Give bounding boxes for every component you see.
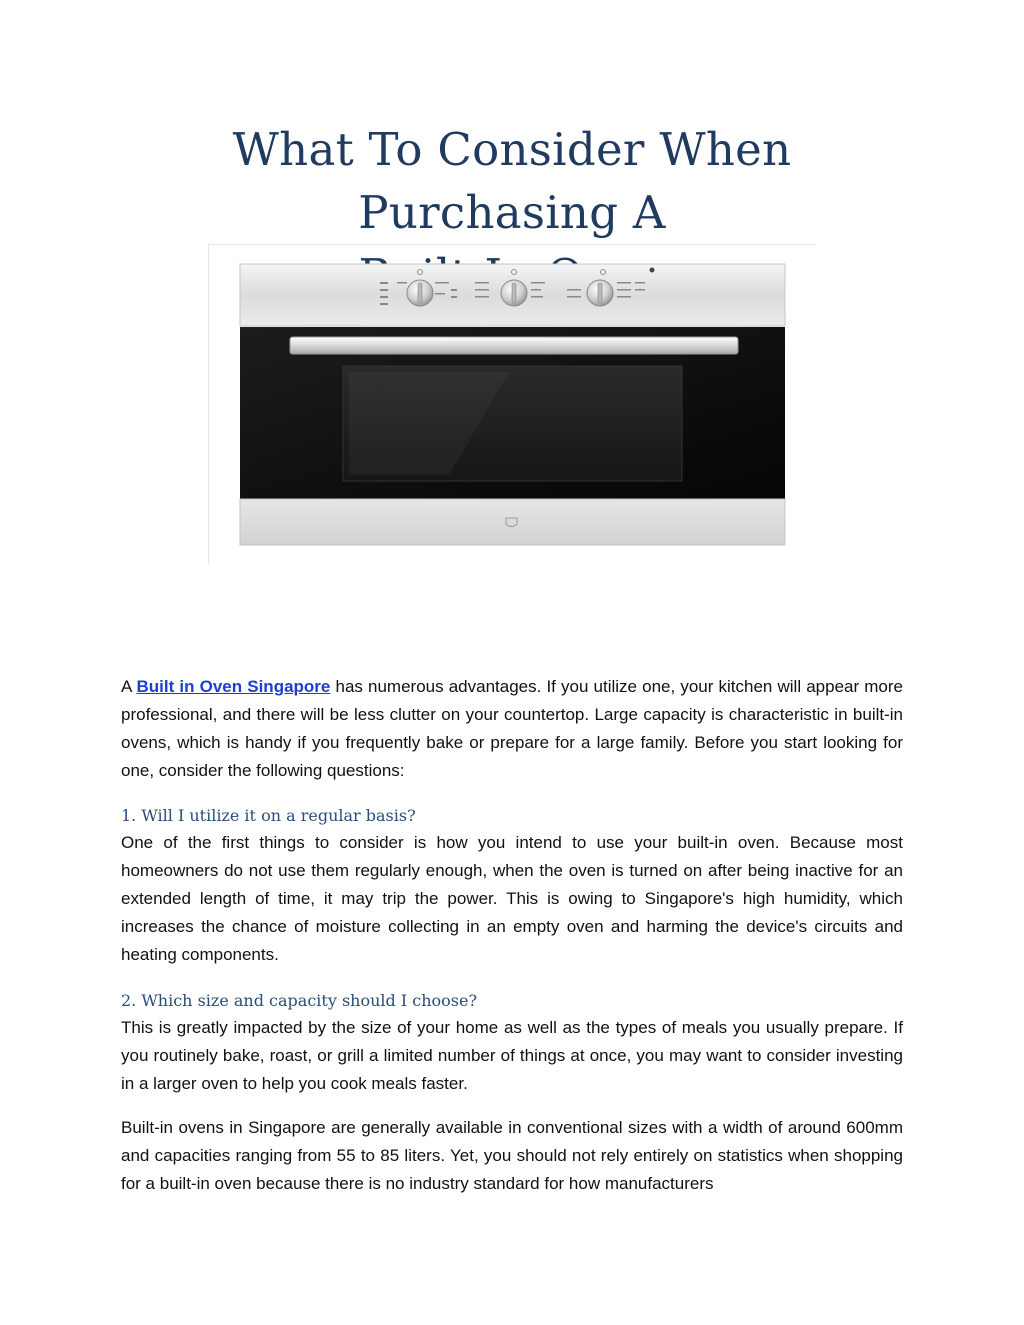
intro-paragraph (121, 673, 903, 785)
oven-illustration (209, 245, 817, 565)
section-2-paragraph-2: Built-in ovens in Singapore are generally available in conventional sizes with a width of around 600mm and capacities ranging from 55 to 85 liters. Yet, you should not rely entirely on statistics when shopping for a built-in oven because there is no industry standard for how manufacturers (121, 1118, 903, 1193)
built-in-oven-singapore-link[interactable]: Built in Oven Singapore (136, 677, 331, 696)
section-1-paragraph: One of the first things to consider is how you intend to use your built-in oven. Because most homeowners do not use them regularly enough, when the oven is turned on after being inactive for an extended length of time, it may trip the power. This is owing to Singapore's high humidity, which increases the chance of moisture collecting in an empty oven and harming the device's circuits and heating components. (121, 833, 903, 964)
section-2-paragraph-1: This is greatly impacted by the size of your home as well as the types of meals you usually prepare. If you routinely bake, roast, or grill a limited number of things at once, you may want to consider investing in a larger oven to help you cook meals faster. (121, 1018, 903, 1093)
oven-handle (290, 337, 738, 354)
section-heading-regular-use: 1. Will I utilize it on a regular basis? (121, 806, 416, 825)
title-line-1: What To Consider When Purchasing A (232, 123, 792, 239)
intro-prefix: A (121, 677, 137, 696)
oven-base-panel (240, 499, 785, 545)
section-heading-size-capacity: 2. Which size and capacity should I choose? (121, 991, 478, 1010)
intro-text: has numerous advantages. If you utilize one, your kitchen will appear more professional, and there will be less clutter on your countertop. Large capacity is characteristic in built-in ovens, which is handy if you frequently bake or prepare for a large family. Before you start looking for one, consider the following questions: (121, 677, 903, 780)
oven-image (208, 244, 816, 564)
indicator-light-icon (650, 268, 655, 273)
